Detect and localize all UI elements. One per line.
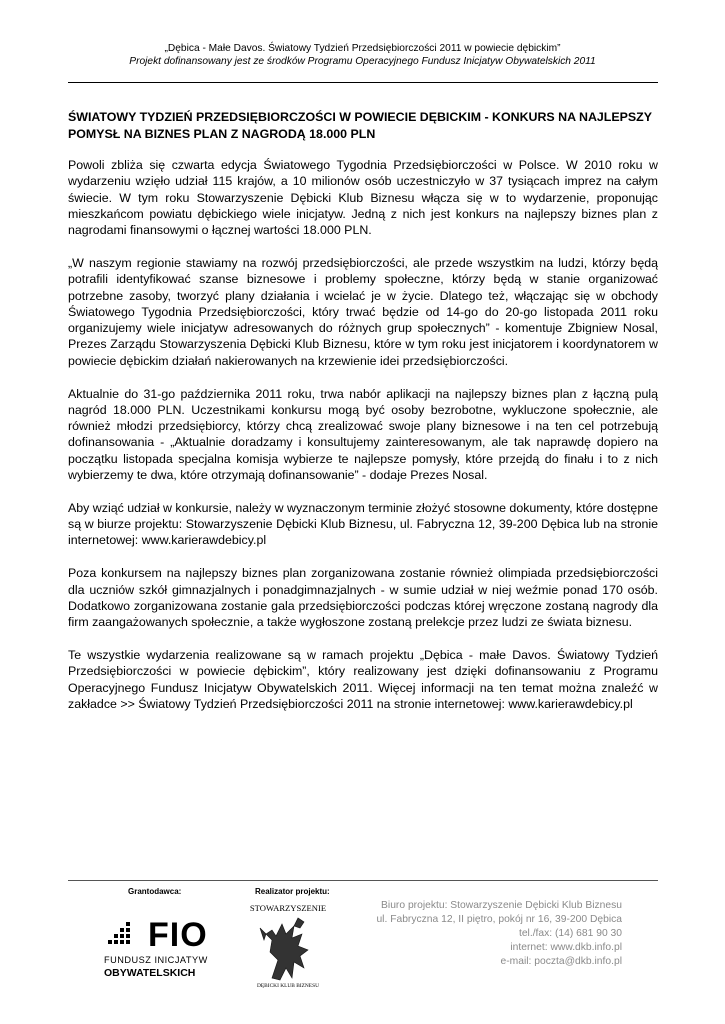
- contact-email: e-mail: poczta@dkb.info.pl: [500, 956, 622, 967]
- assoc-top-text: STOWARZYSZENIE: [249, 903, 327, 913]
- fio-logo: [100, 910, 220, 982]
- implementer-label: Realizator projektu:: [255, 887, 330, 896]
- contact-website: internet: www.dkb.info.pl: [510, 942, 622, 953]
- header-funding-note: Projekt dofinansowany jest ze środków Programu Operacyjnego Fundusz Inicjatyw Obywatelskich 2011: [129, 56, 596, 67]
- page-header: [60, 42, 665, 68]
- contact-block: [376, 899, 622, 969]
- paragraph: Aby wziąć udział w konkursie, należy w wyznaczonym terminie złożyć stosowne dokumenty, które dostępne są w biurze projektu: Stowarzyszenie Dębicki Klub Biznesu, ul. Fabryczna 12, 39-200 Dębica lub na stronie internetowej: www.karierawdebicy.pl: [68, 500, 658, 548]
- paragraph: „W naszym regionie stawiamy na rozwój przedsiębiorczości, ale przede wszystkim na ludzi, którzy będą potrafili identyfikować szanse biznesowe i problemy społeczne, którzy będą w stanie organizować potrzebne zasoby, tworzyć plany działania i wcielać je w życie. Dlatego też, włączając się w obchody Światowego Tygodnia Przedsiębiorczości, który trwać będzie od 14-go do 20-go listopada 2011 roku organizujemy wiele inicjatyw adresowanych do różnych grup społecznych” - komentuje Zbigniew Nosal, Prezes Zarządu Stowarzyszenia Dębicki Klub Biznesu, które w tym roku jest inicjatorem i koordynatorem w powiecie dębickim działań nakierowanych na krzewienie idei przedsiębiorczości.: [68, 255, 658, 368]
- paragraph: Te wszystkie wydarzenia realizowane są w ramach projektu „Dębica - małe Davos. Światowy Tydzień Przedsiębiorczości w powiecie dębickim”, który realizowany jest dzięki dofinansowaniu z Programu Operacyjnego Fundusz Inicjatyw Obywatelskich 2011. Więcej informacji na ten temat można znaleźć w zakładce >> Światowy Tydzień Przedsiębiorczości 2011 na stronie internetowej: www.karierawdebicy.pl: [68, 647, 658, 711]
- header-divider: [68, 82, 658, 83]
- fio-mark: FIO: [148, 916, 208, 954]
- assoc-bottom-text: DĘBICKI KLUB BIZNESU: [257, 983, 319, 989]
- griffin-icon: [260, 918, 308, 980]
- article-body: [68, 157, 658, 729]
- grantor-label: Grantodawca:: [128, 887, 182, 896]
- paragraph: Poza konkursem na najlepszy biznes plan zorganizowana zostanie również olimpiada przedsiębiorczości dla uczniów szkół gimnazjalnych i ponadgimnazjalnych - w sumie udział w niej weźmie ponad 170 osób. Dodatkowo zorganizowana zostanie gala przedsiębiorczości podczas której wręczone zostaną nagrody dla firm zaangażowanych społecznie, a także wygłoszone zostaną prelekcje przez ludzi ze świata biznesu.: [68, 566, 658, 630]
- paragraph: Powoli zbliża się czwarta edycja Światowego Tygodnia Przedsiębiorczości w Polsce. W 2010 roku w wydarzeniu wzięło udział 115 krajów, a 10 milionów osób uczestniczyło w 37 tysiącach imprez na całym świecie. W tym roku Stowarzyszenie Dębicki Klub Biznesu włącza się w to wydarzenie, proponując mieszkańcom powiatu dębickiego wiele inicjatyw. Jedną z nich jest konkurs na najlepszy biznes plan z nagrodami finansowymi o łącznej wartości 18.000 PLN.: [68, 158, 658, 238]
- contact-office: Biuro projektu: Stowarzyszenie Dębicki Klub Biznesu: [381, 900, 622, 911]
- fio-line2: OBYWATELSKICH: [104, 967, 196, 979]
- header-project-title: „Dębica - Małe Davos. Światowy Tydzień Przedsiębiorczości 2011 w powiecie dębickim”: [164, 43, 561, 54]
- contact-phone: tel./fax: (14) 681 90 30: [518, 928, 622, 939]
- association-logo: [242, 900, 334, 990]
- fio-line1: FUNDUSZ INICJATYW: [104, 955, 208, 965]
- paragraph: Aktualnie do 31-go października 2011 roku, trwa nabór aplikacji na najlepszy biznes plan z łączną pulą nagród 18.000 PLN. Uczestnikami konkursu mogą być osoby bezrobotne, wykluczone społecznie, ale również młodzi przedsiębiorcy, którzy chcą zrealizować swoje plany biznesowe i na ten cel potrzebują dofinansowania - „Aktualnie doradzamy i konsultujemy zainteresowanym, ale tak naprawdę dopiero na początku listopada specjalna komisja wybierze te najlepsze pomysły, które przejdą do finału i to z nich wybierzemy te dwa, które otrzymają dofinansowanie” - dodaje Prezes Nosal.: [68, 386, 658, 483]
- dot-grid-icon: [108, 922, 130, 944]
- article-title: ŚWIATOWY TYDZIEŃ PRZEDSIĘBIORCZOŚCI W POWIECIE DĘBICKIM - KONKURS NA NAJLEPSZY POMYSŁ NA BIZNES PLAN Z NAGRODĄ 18.000 PLN: [68, 110, 652, 141]
- footer-divider: [68, 880, 658, 881]
- contact-address: ul. Fabryczna 12, II piętro, pokój nr 16, 39-200 Dębica: [376, 914, 622, 925]
